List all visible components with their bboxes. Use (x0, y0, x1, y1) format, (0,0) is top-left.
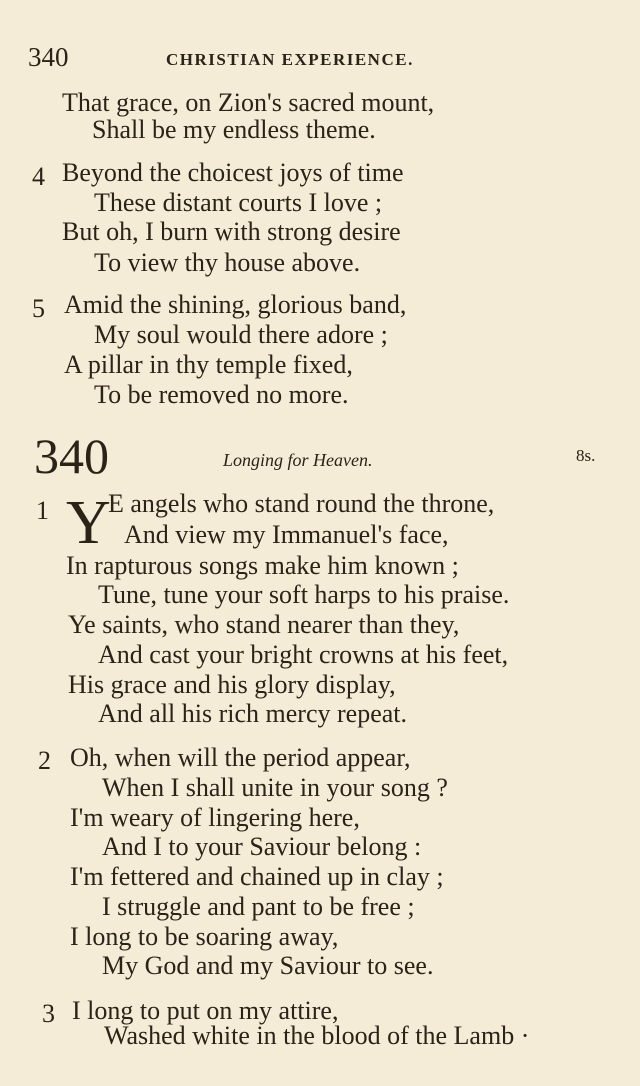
verse-line: Tune, tune your soft harps to his praise. (98, 580, 510, 609)
verse-line: But oh, I burn with strong desire (62, 217, 401, 246)
verse-line: Oh, when will the period appear, (70, 743, 411, 772)
page-header (28, 42, 618, 78)
verse-line: And view my Immanuel's face, (124, 520, 449, 549)
verse-line: These distant courts I love ; (94, 188, 383, 217)
verse-line: Shall be my endless theme. (92, 115, 376, 144)
verse-line: Washed white in the blood of the Lamb · (104, 1021, 530, 1050)
verse-line: A pillar in thy temple fixed, (64, 350, 353, 379)
verse-line: I long to put on my attire, (72, 996, 339, 1025)
hymn-number: 340 (34, 428, 109, 484)
stanza-number: 2 (38, 746, 51, 775)
verse-line: I long to be soaring away, (70, 922, 339, 951)
verse-line: To view thy house above. (94, 248, 361, 277)
verse-line: That grace, on Zion's sacred mount, (62, 88, 435, 117)
hymn-meter: 8s. (576, 446, 596, 465)
verse-line: My soul would there adore ; (94, 320, 388, 349)
verse-line: And I to your Saviour belong : (102, 832, 422, 861)
verse-line: In rapturous songs make him known ; (66, 551, 459, 580)
hymn-heading (34, 428, 604, 484)
running-head: CHRISTIAN EXPERIENCE. (166, 50, 414, 69)
verse-line: E angels who stand round the throne, (108, 489, 495, 518)
verse-line: To be removed no more. (94, 380, 349, 409)
verse-line: I'm fettered and chained up in clay ; (70, 862, 444, 891)
verse-line: When I shall unite in your song ? (102, 773, 448, 802)
verse-line: Beyond the choicest joys of time (62, 158, 404, 187)
hymn-title: Longing for Heaven. (223, 450, 373, 470)
verse-line: I'm weary of lingering here, (70, 803, 360, 832)
page-number: 340 (28, 42, 69, 72)
verse-line: And cast your bright crowns at his feet, (98, 640, 509, 669)
drop-cap: Y (66, 489, 111, 557)
stanza-number: 5 (32, 294, 45, 323)
verse-line: His grace and his glory display, (68, 670, 396, 699)
stanza-number: 4 (32, 162, 45, 191)
verse-line: My God and my Saviour to see. (102, 951, 434, 980)
stanza-number: 1 (36, 496, 49, 525)
verse-line: And all his rich mercy repeat. (98, 699, 407, 728)
stanza-number: 3 (42, 999, 55, 1028)
verse-line: I struggle and pant to be free ; (102, 892, 415, 921)
verse-line: Ye saints, who stand nearer than they, (68, 610, 460, 639)
verse-line: Amid the shining, glorious band, (64, 290, 407, 319)
